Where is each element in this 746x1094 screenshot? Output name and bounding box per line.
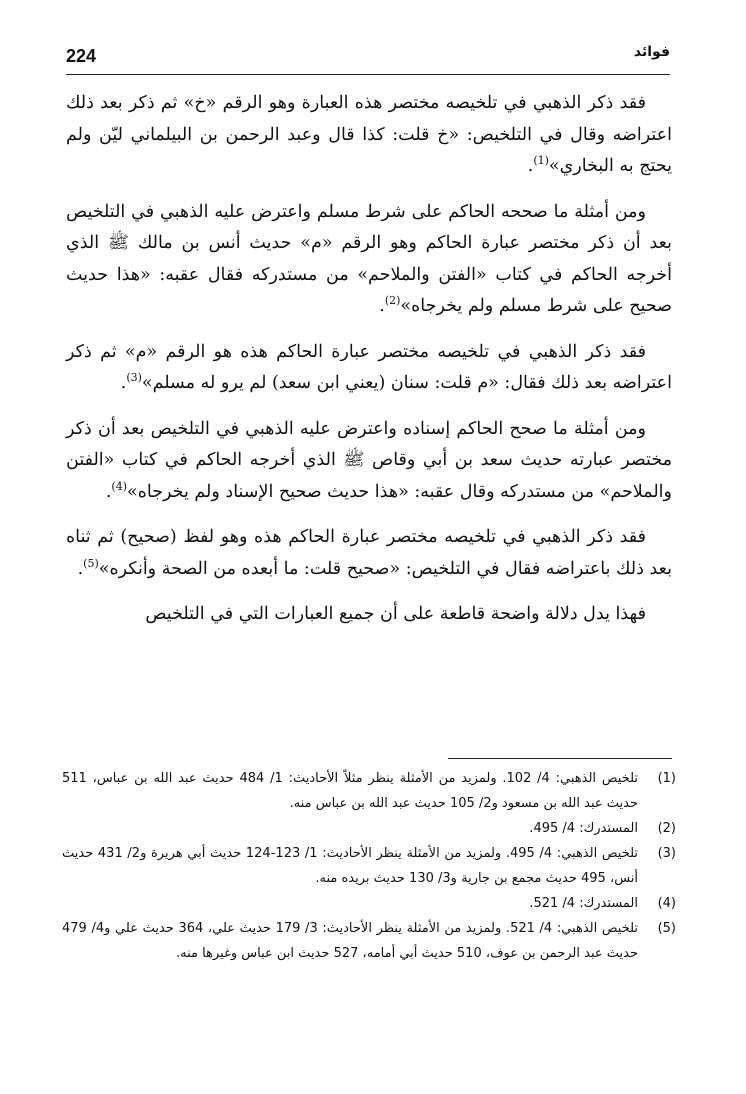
footnotes xyxy=(62,766,676,966)
footnote-text: المستدرك: 4/ 521. xyxy=(529,896,638,911)
paragraph-end: . xyxy=(77,558,84,579)
paragraph-text: فقد ذكر الذهبي في تلخيصه مختصر عبارة الحاكم هذه هو الرقم «م» ثم ذكر اعتراضه بعد ذلك فقال: «م قلت: سنان (يعني ابن سعد) لم يرو له مسلم» xyxy=(66,341,672,393)
paragraph xyxy=(66,88,672,183)
paragraph xyxy=(66,599,672,631)
paragraph-text: ومن أمثلة ما صححه الحاكم على شرط مسلم واعترض عليه الذهبي في التلخيص بعد أن ذكر مختصر عبارة الحاكم وهو الرقم «م» حديث أنس بن مالك ﷺ الذي أخرجه الحاكم في كتاب «الفتن والملاحم» من مستدركه فقال عقبه: «هذا حديث صحيح على شرط مسلم ولم يخرجاه» xyxy=(66,201,672,316)
paragraph-text: فقد ذكر الذهبي في تلخيصه مختصر هذه العبارة وهو الرقم «خ» ثم ذكر بعد ذلك اعتراضه وقال في التلخيص: «خ قلت: كذا قال وعبد الرحمن بن البيلماني ليّن ولم يحتج به البخاري» xyxy=(66,93,672,176)
footnote-reference: (4) xyxy=(111,479,127,493)
paragraph xyxy=(66,197,672,323)
footnote-reference: (2) xyxy=(384,294,401,308)
footnote-number: (2) xyxy=(657,821,676,836)
paragraph-end: . xyxy=(105,481,112,502)
footnote-reference: (1) xyxy=(533,154,549,168)
running-title: فوائد xyxy=(633,44,670,60)
paragraph-text: فقد ذكر الذهبي في تلخيصه مختصر عبارة الحاكم هذه وهو لفظ (صحيح) ثم ثناه بعد ذلك باعتراضه فقال في التلخيص: «صحيح قلت: ما أبعده من الصحة وأنكره» xyxy=(66,527,672,579)
main-text xyxy=(66,88,672,645)
paragraph-text: فهذا يدل دلالة واضحة قاطعة على أن جميع العبارات التي في التلخيص xyxy=(145,604,646,624)
paragraph-end: . xyxy=(379,296,385,316)
footnote-text: تلخيص الذهبي: 4/ 102. ولمزيد من الأمثلة ينظر مثلاً الأحاديث: 1/ 484 حديث عبد الله بن عباس، 511 حديث عبد الله بن مسعود و2/ 105 حديث عبد الله بن عباس منه. xyxy=(62,771,638,811)
paragraph xyxy=(66,522,672,585)
paragraph-text: ومن أمثلة ما صحح الحاكم إسناده واعترض عليه الذهبي في التلخيص بعد أن ذكر مختصر عبارته حديث سعد بن أبي وقاص ﷺ الذي أخرجه الحاكم في كتاب «الفتن والملاحم» من مستدركه وقال عقبه: «هذا حديث صحيح الإسناد ولم يخرجاه» xyxy=(66,418,672,502)
footnote xyxy=(62,766,676,816)
footnote xyxy=(62,816,676,841)
footnote-text: تلخيص الذهبي: 4/ 495. ولمزيد من الأمثلة ينظر الأحاديث: 1/ 123-124 حديث أبي هريرة و2/ 431 حديث أنس، 495 حديث مجمع بن جارية و3/ 130 حديث بريده منه. xyxy=(62,846,639,886)
paragraph xyxy=(66,414,672,509)
paragraph xyxy=(66,337,672,400)
footnote xyxy=(62,916,676,966)
footnote-reference: (5) xyxy=(83,556,99,570)
footnote-number: (3) xyxy=(657,846,676,861)
footnote xyxy=(62,841,676,891)
footnote-text: تلخيص الذهبي: 4/ 521. ولمزيد من الأمثلة ينظر الأحاديث: 3/ 179 حديث علي، 364 حديث علي و4/ 479 حديث عبد الرحمن بن عوف، 510 حديث أبي أمامه، 527 حديث ابن عباس وغيرها منه. xyxy=(62,921,639,961)
footnote xyxy=(62,891,676,916)
footnote-reference: (3) xyxy=(126,371,142,385)
footnote-number: (4) xyxy=(657,896,676,911)
paragraph-end: . xyxy=(120,373,127,393)
footnote-text: المستدرك: 4/ 495. xyxy=(529,821,638,836)
footnote-number: (5) xyxy=(657,921,676,936)
running-header xyxy=(66,42,670,76)
paragraph-end: . xyxy=(527,156,534,176)
footnote-number: (1) xyxy=(657,771,676,786)
page-number: 224 xyxy=(66,46,97,66)
footnote-separator xyxy=(448,758,672,759)
header-rule xyxy=(66,74,670,75)
